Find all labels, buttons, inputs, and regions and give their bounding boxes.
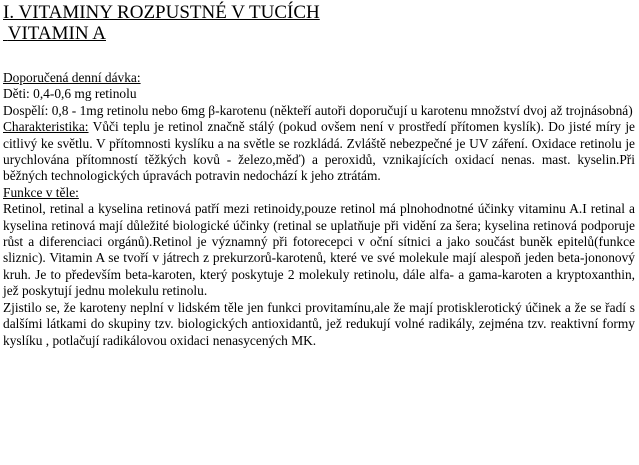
characteristics-label: Charakteristika: bbox=[3, 119, 89, 135]
vitamin-heading-text: VITAMIN A bbox=[7, 23, 106, 44]
function-label-text: Funkce v těle: bbox=[3, 184, 79, 200]
daily-dose-children: Děti: 0,4-0,6 mg retinolu bbox=[3, 86, 137, 102]
function-paragraph-1: Retinol, retinal a kyselina retinová patří mezi retinoidy,pouze retinol má plnohodnotné účinky vitaminu A.I retinal a kyselina retinová mají důležité biologické účinky (retinal se uplatňuje při vidění za šera; kyselina retinová podporuje růst a diferenciaci orgánů).Retinol je významný při fotorecepci v oční sítnici a jako součást buněk epitelů(funkce sliznic). Vitamin A se tvoří v játrech z prekurzorů-karotenů, které ve své molekule mají alespoň jeden beta-jononový kruh. Je to především beta-karoten, který poskytuje 2 molekuly retinolu, dále alfa- a gama-karoten a kryptoxanthin, jež poskytují jednu molekulu retinolu. bbox=[3, 201, 635, 299]
daily-dose-label-text: Doporučená denní dávka: bbox=[3, 70, 141, 85]
document-page bbox=[3, 2, 635, 349]
blank-line bbox=[3, 44, 635, 70]
function-label bbox=[3, 185, 635, 201]
characteristics-text: Vůči teplu je retinol značně stálý (pokud ovšem není v prostředí přítomen kyslík). Do jisté míry je citlivý ke světlu. V přítomnosti kyslíku a na světle se rozkládá. Zvláště nebezpečné je UV záření. Oxidace retinolu je urychlována přítomností těžkých kovů - železo,měď) a peroxidů, vznikajících oxidací nenas. mast. kyselin.Při běžných technologických úpravách potravin nedochází k jeho ztrátám. bbox=[3, 119, 635, 184]
function-paragraph-2: Zjistilo se, že karoteny neplní v lidském těle jen funkci provitamínu,ale že mají protisklerotický účinek a že se řadí s dalšími látkami do skupiny tzv. biologických antioxidantů, jež redukují volné radikály, zejména tzv. reaktivní formy kyslíku , potlačují radikálovou oxidaci nenasycených MK. bbox=[3, 299, 635, 348]
daily-dose-adults: Dospělí: 0,8 - 1mg retinolu nebo 6mg β-karotenu (někteří autoři doporučují u karotenu množství dvoj až trojnásobná) bbox=[3, 102, 633, 118]
vitamin-heading bbox=[3, 23, 635, 44]
daily-dose-label bbox=[3, 70, 635, 86]
characteristics-paragraph bbox=[3, 119, 635, 185]
chapter-heading: I. VITAMINY ROZPUSTNÉ V TUCÍCH bbox=[3, 2, 320, 23]
